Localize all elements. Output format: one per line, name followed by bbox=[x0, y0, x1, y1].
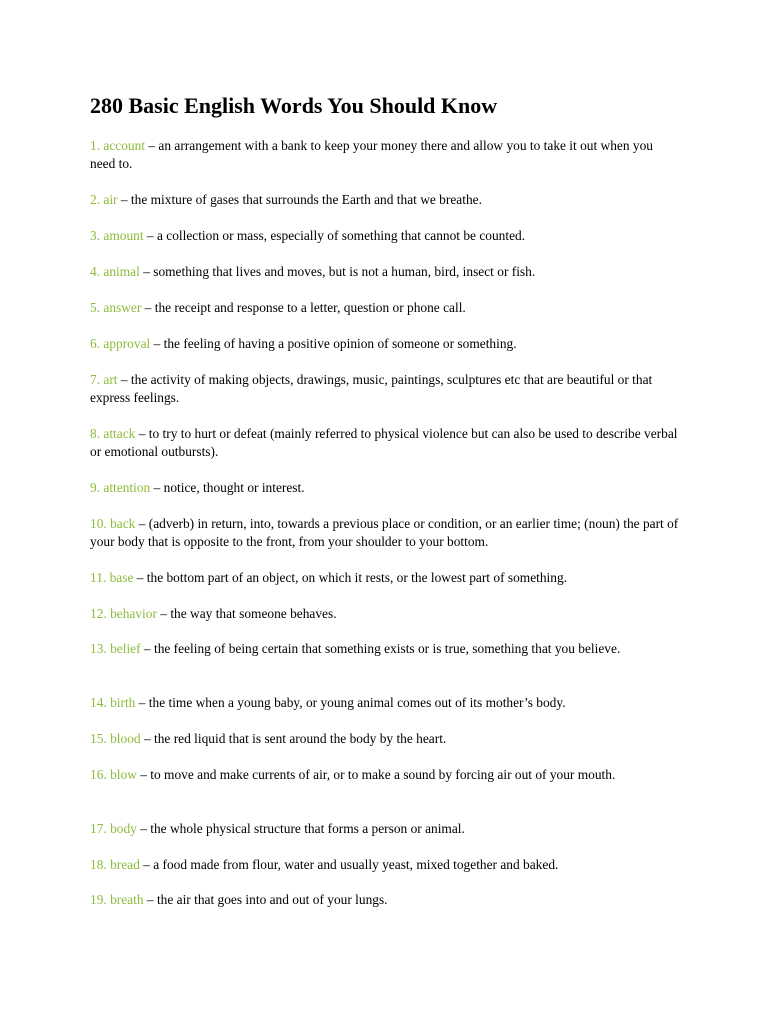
entry-definition: – the feeling of having a positive opinion of someone or something. bbox=[150, 336, 517, 351]
word-entry bbox=[90, 425, 680, 461]
word-entry bbox=[90, 730, 680, 748]
entry-term: 16. blow bbox=[90, 767, 137, 782]
word-entry bbox=[90, 640, 680, 658]
entry-definition: – the way that someone behaves. bbox=[156, 606, 337, 621]
entry-definition: – the whole physical structure that forms a person or animal. bbox=[136, 821, 465, 836]
entry-definition: – the activity of making objects, drawings, music, paintings, sculptures etc that are beautiful or that express feelings. bbox=[90, 372, 653, 405]
word-entry bbox=[90, 605, 680, 623]
entry-term: 12. behavior bbox=[90, 606, 157, 621]
word-entry bbox=[90, 569, 680, 587]
entry-term: 10. back bbox=[90, 516, 136, 531]
entry-term: 6. approval bbox=[90, 336, 151, 351]
entry-definition: – (adverb) in return, into, towards a previous place or condition, or an earlier time; (noun) the part of your body that is opposite to the front, from your shoulder to your bottom. bbox=[90, 516, 679, 549]
entry-term: 15. blood bbox=[90, 731, 141, 746]
entry-term: 5. answer bbox=[90, 300, 142, 315]
word-entry bbox=[90, 766, 680, 784]
entry-term: 19. breath bbox=[90, 892, 144, 907]
entry-term: 4. animal bbox=[90, 264, 140, 279]
entry-definition: – to try to hurt or defeat (mainly referred to physical violence but can also be used to describe verbal or emotional outbursts). bbox=[90, 426, 678, 459]
entry-definition: – the time when a young baby, or young animal comes out of its mother’s body. bbox=[135, 695, 566, 710]
entry-term: 11. base bbox=[90, 570, 134, 585]
entry-definition: – the bottom part of an object, on which it rests, or the lowest part of something. bbox=[133, 570, 568, 585]
entry-definition: – the feeling of being certain that something exists or is true, something that you believe. bbox=[140, 641, 621, 656]
word-entry bbox=[90, 479, 680, 497]
entry-definition: – to move and make currents of air, or to make a sound by forcing air out of your mouth. bbox=[136, 767, 616, 782]
entry-definition: – an arrangement with a bank to keep your money there and allow you to take it out when you need to. bbox=[90, 138, 653, 171]
word-entry bbox=[90, 694, 680, 712]
entry-term: 14. birth bbox=[90, 695, 136, 710]
document-title: 280 Basic English Words You Should Know bbox=[90, 93, 498, 118]
entry-term: 1. account bbox=[90, 138, 146, 153]
word-entry bbox=[90, 227, 680, 245]
entry-definition: – a collection or mass, especially of something that cannot be counted. bbox=[143, 228, 526, 243]
word-entry bbox=[90, 515, 680, 551]
word-entry bbox=[90, 191, 680, 209]
word-entry bbox=[90, 371, 680, 407]
word-entry bbox=[90, 856, 680, 874]
entry-term: 7. art bbox=[90, 372, 118, 387]
entry-term: 2. air bbox=[90, 192, 118, 207]
word-entry bbox=[90, 299, 680, 317]
entry-definition: – the mixture of gases that surrounds the Earth and that we breathe. bbox=[117, 192, 482, 207]
entry-term: 13. belief bbox=[90, 641, 141, 656]
entry-term: 18. bread bbox=[90, 857, 140, 872]
word-entry bbox=[90, 335, 680, 353]
entry-term: 3. amount bbox=[90, 228, 144, 243]
entry-definition: – a food made from flour, water and usually yeast, mixed together and baked. bbox=[139, 857, 559, 872]
entry-term: 8. attack bbox=[90, 426, 136, 441]
entry-term: 17. body bbox=[90, 821, 137, 836]
word-entry bbox=[90, 263, 680, 281]
entry-definition: – the receipt and response to a letter, question or phone call. bbox=[141, 300, 466, 315]
entry-term: 9. attention bbox=[90, 480, 151, 495]
entry-definition: – something that lives and moves, but is not a human, bird, insect or fish. bbox=[139, 264, 536, 279]
entry-definition: – the red liquid that is sent around the body by the heart. bbox=[140, 731, 447, 746]
word-entry bbox=[90, 891, 680, 909]
word-entry bbox=[90, 137, 680, 173]
word-entry bbox=[90, 820, 680, 838]
entry-definition: – notice, thought or interest. bbox=[150, 480, 305, 495]
entry-definition: – the air that goes into and out of your lungs. bbox=[143, 892, 388, 907]
